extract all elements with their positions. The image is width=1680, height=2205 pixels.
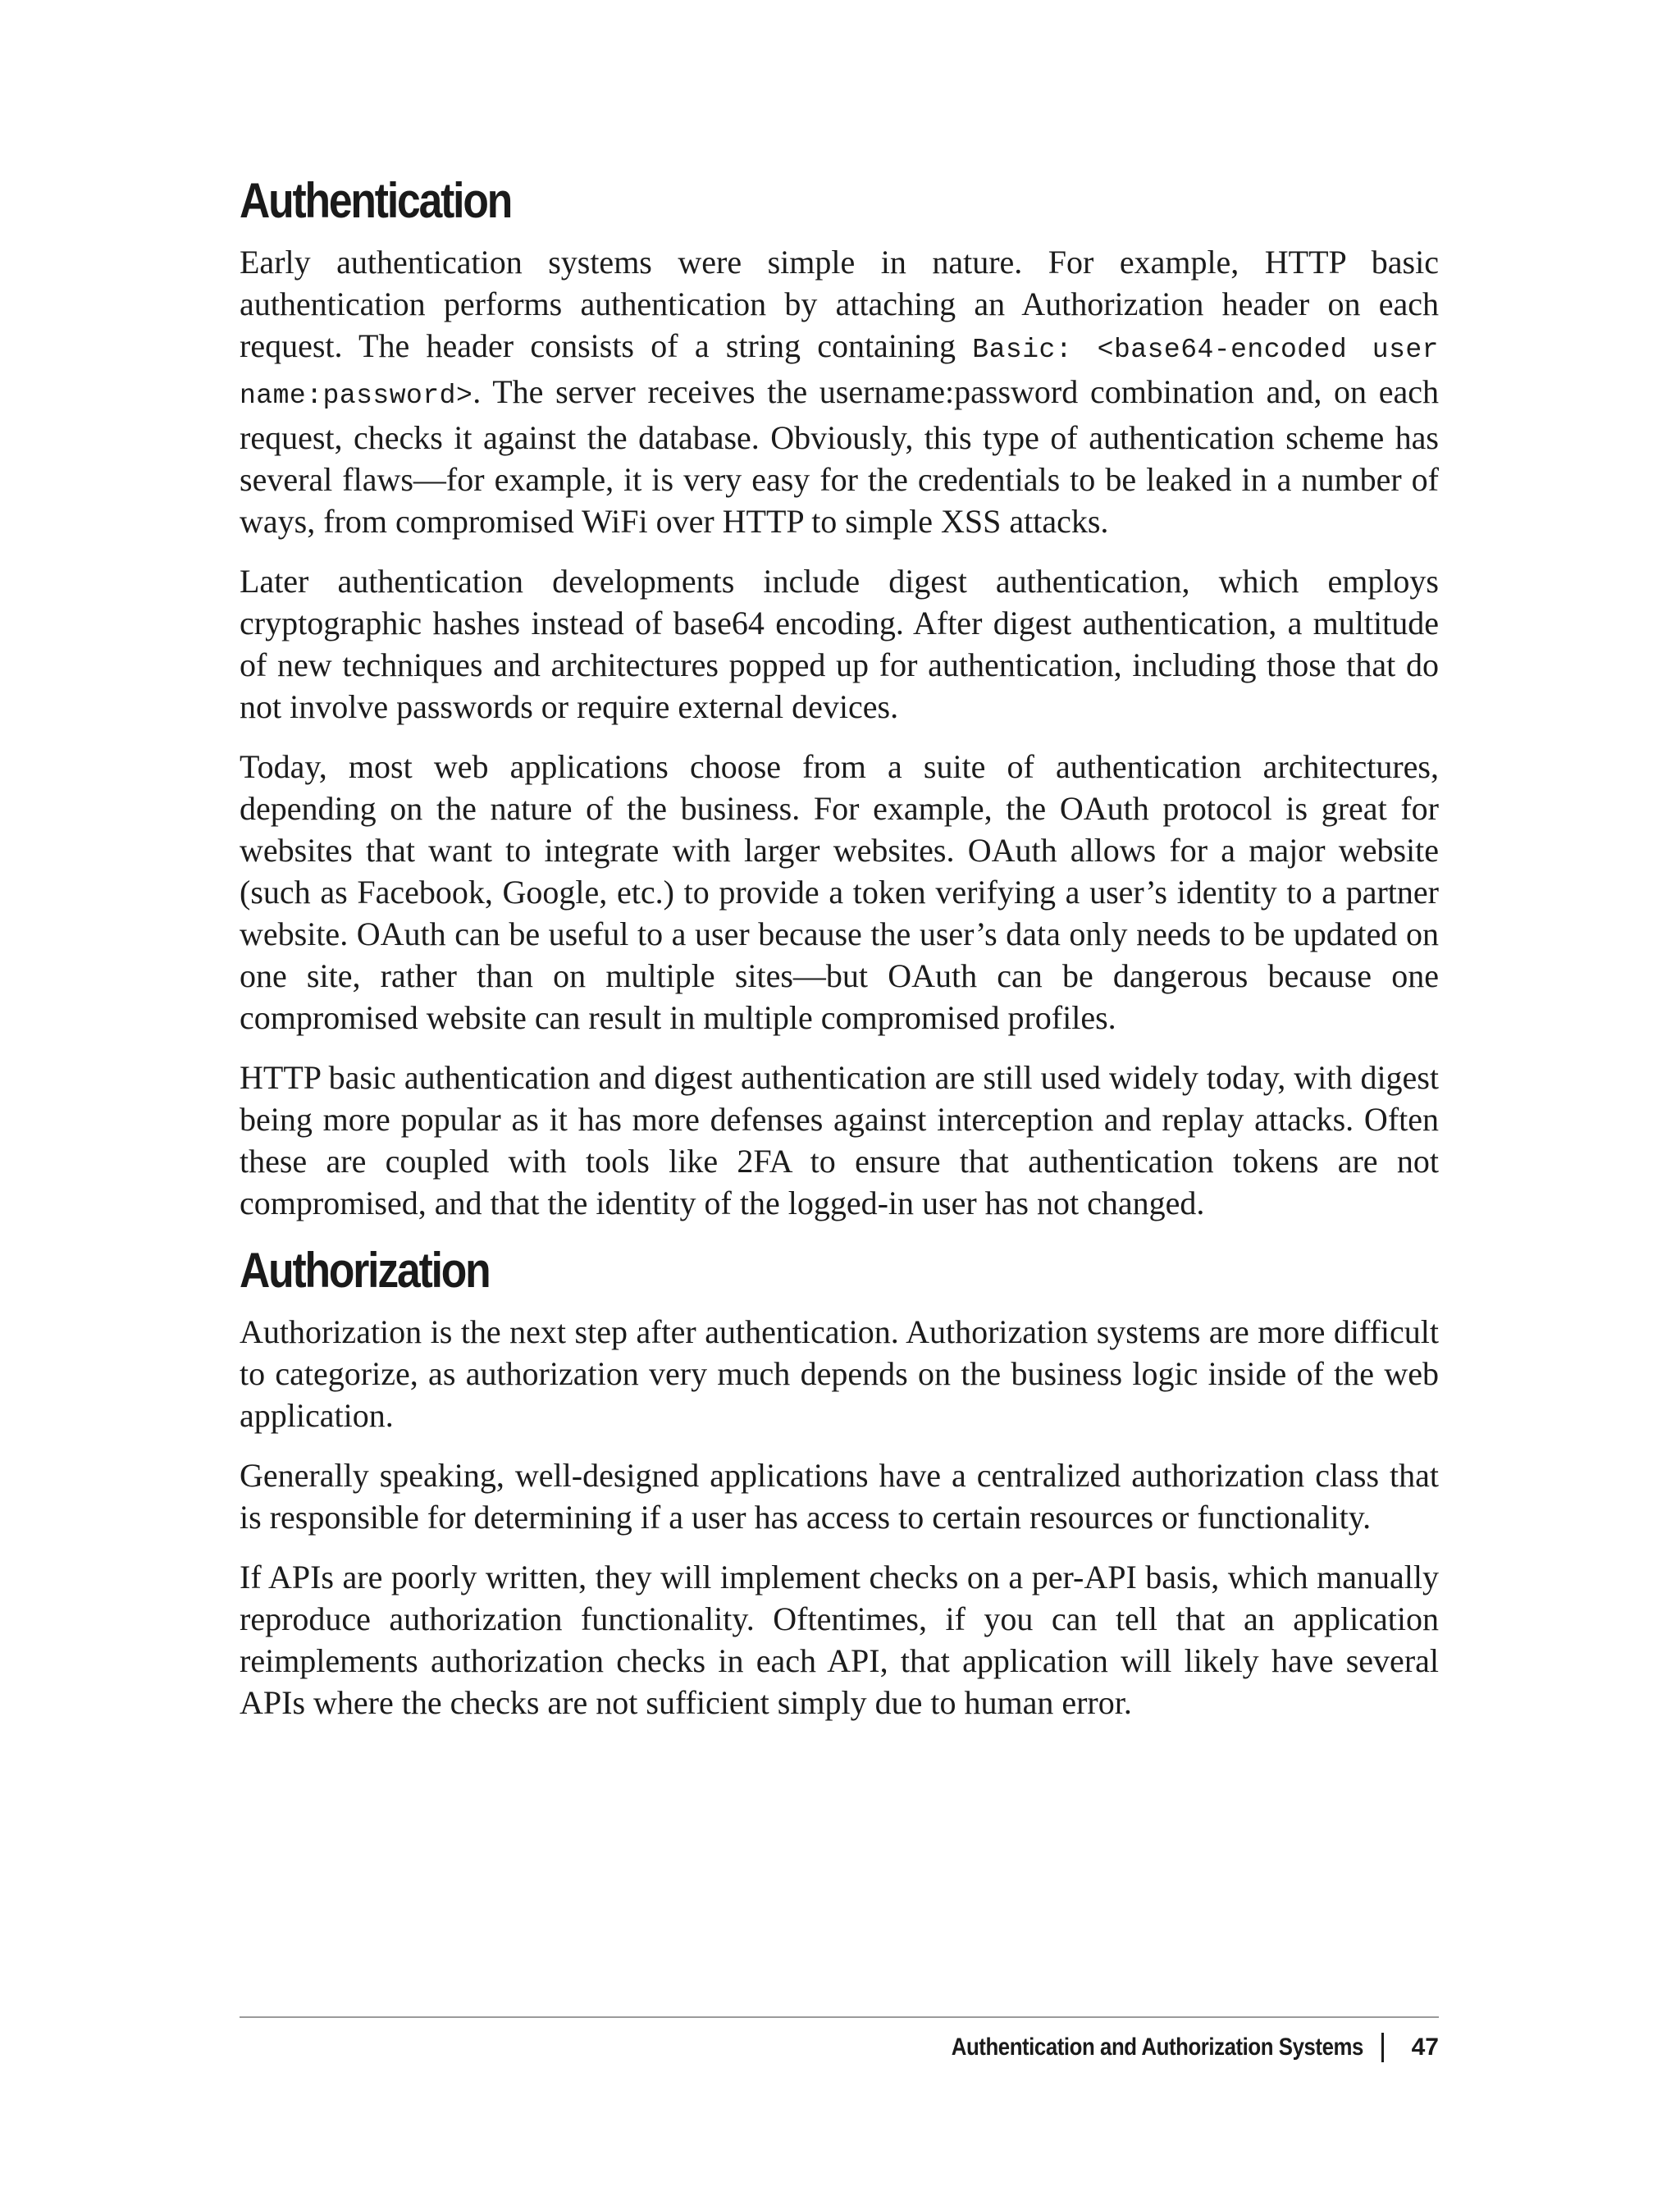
paragraph — [240, 241, 1439, 542]
running-footer-title: Authentication and Authorization Systems — [951, 2034, 1363, 2061]
paragraph: HTTP basic authentication and digest authentication are still used widely today, with digest being more popular as it has more defenses against interception and replay attacks. Often these are coupled with tools like 2FA to ensure that authentication tokens are not compromised, and that the identity of the logged-in user has not changed. — [240, 1059, 1439, 1221]
footer-rule — [240, 2016, 1439, 2018]
paragraph: Generally speaking, well-designed applications have a centralized authorization class that is responsible for determining if a user has access to certain resources or functionality. — [240, 1457, 1439, 1536]
section-heading: Authorization — [240, 1243, 490, 1298]
page-footer — [884, 2033, 1439, 2062]
footer-divider — [1381, 2033, 1384, 2062]
section-heading: Authentication — [240, 173, 512, 228]
page-body — [240, 172, 1439, 1742]
paragraph: Later authentication developments include digest authentication, which employs cryptographic hashes instead of base64 encoding. After digest authentication, a multitude of new techniques and architectures popped up for authentication, including those that do not involve passwords or require external devices. — [240, 563, 1439, 725]
paragraph-text: Early authentication systems were simple in nature. For example, HTTP basic authentication performs authentication by attaching an Authorization header on each request. The header consists of a string containing — [240, 244, 1439, 364]
page-number: 47 — [1411, 2034, 1439, 2061]
paragraph: Today, most web applications choose from a suite of authentication architectures, depending on the nature of the business. For example, the OAuth protocol is great for websites that want to integrate with larger websites. OAuth allows for a major website (such as Facebook, Google, etc.) to provide a token verifying a user’s identity to a partner website. OAuth can be useful to a user because the user’s data only needs to be updated on one site, rather than on multiple sites—but OAuth can be dangerous because one compromised website can result in multiple compromised profiles. — [240, 748, 1439, 1036]
section-authorization — [240, 1242, 1439, 1723]
paragraph: Authorization is the next step after authentication. Authorization systems are more difficult to categorize, as authorization very much depends on the business logic inside of the web application. — [240, 1313, 1439, 1434]
inline-code: Basic: <base64-encoded user name:password> — [240, 335, 1439, 411]
paragraph-text: . The server receives the username:password combination and, on each request, checks it against the database. Obviously, this type of authentication scheme has several flaws—for example, it is very easy for the credentials to be leaked in a number of ways, from compromised WiFi over HTTP to simple XSS attacks. — [240, 373, 1439, 540]
section-authentication — [240, 172, 1439, 1224]
paragraph: If APIs are poorly written, they will implement checks on a per-API basis, which manually reproduce authorization functionality. Oftentimes, if you can tell that an application reimplements authorization checks in each API, that application will likely have several APIs where the checks are not sufficient simply due to human error. — [240, 1559, 1439, 1721]
